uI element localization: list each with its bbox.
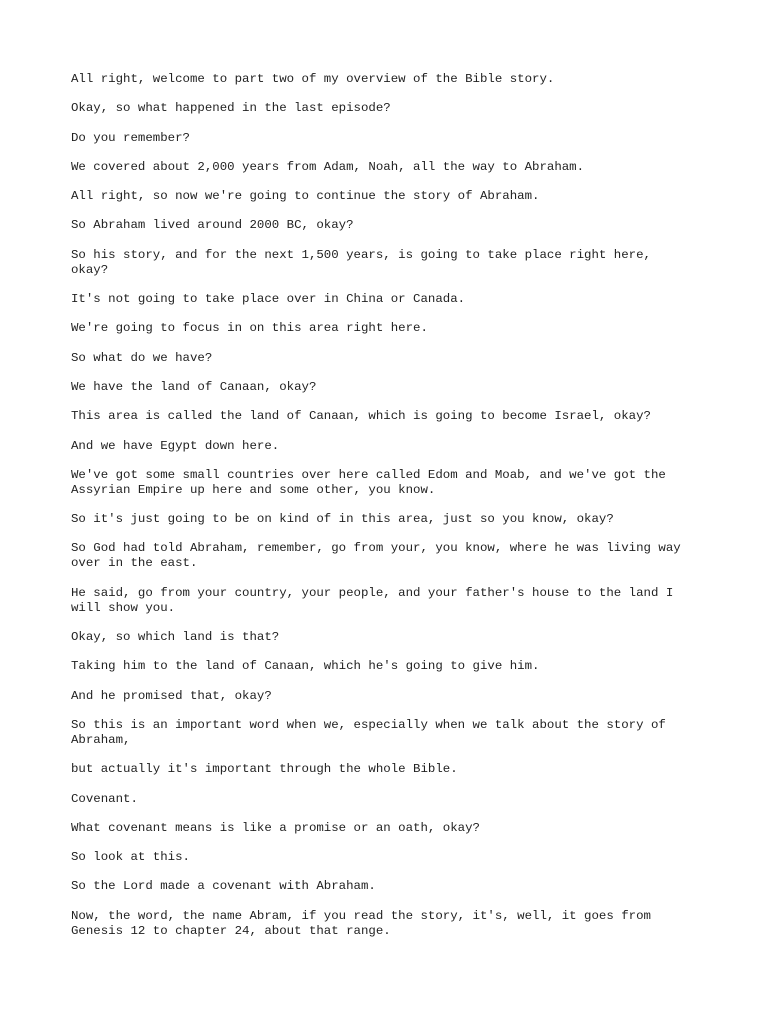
paragraph: We have the land of Canaan, okay? <box>71 379 317 394</box>
paragraph: So it's just going to be on kind of in this area, just so you know, okay? <box>71 512 614 527</box>
paragraph: Covenant. <box>71 791 138 806</box>
paragraph: We're going to focus in on this area right here. <box>71 321 428 336</box>
paragraph: So Abraham lived around 2000 BC, okay? <box>71 218 354 233</box>
paragraph: All right, so now we're going to continue the story of Abraham. <box>71 189 540 204</box>
paragraph: Okay, so what happened in the last episode? <box>71 101 391 116</box>
paragraph: So the Lord made a covenant with Abraham. <box>71 879 376 894</box>
paragraph: He said, go from your country, your people, and your father's house to the land I will show you. <box>71 585 674 615</box>
paragraph: So his story, and for the next 1,500 years, is going to take place right here, okay? <box>71 247 651 277</box>
paragraph: What covenant means is like a promise or an oath, okay? <box>71 820 480 835</box>
paragraph: And he promised that, okay? <box>71 688 272 703</box>
paragraph: So what do we have? <box>71 350 213 365</box>
paragraph: Taking him to the land of Canaan, which he's going to give him. <box>71 659 540 674</box>
paragraph: We've got some small countries over here called Edom and Moab, and we've got the Assyrian Empire up here and some other, you know. <box>71 467 666 497</box>
paragraph: Now, the word, the name Abram, if you read the story, it's, well, it goes from Genesis 12 to chapter 24, about that range. <box>71 908 651 938</box>
document-page <box>71 72 711 953</box>
paragraph: So look at this. <box>71 850 190 865</box>
paragraph: but actually it's important through the whole Bible. <box>71 762 458 777</box>
paragraph: We covered about 2,000 years from Adam, Noah, all the way to Abraham. <box>71 159 585 174</box>
paragraph: This area is called the land of Canaan, which is going to become Israel, okay? <box>71 409 651 424</box>
paragraph: So this is an important word when we, especially when we talk about the story of Abraham, <box>71 717 666 747</box>
paragraph: All right, welcome to part two of my overview of the Bible story. <box>71 72 555 86</box>
paragraph: So God had told Abraham, remember, go from your, you know, where he was living way over in the east. <box>71 541 681 571</box>
paragraph: And we have Egypt down here. <box>71 438 280 453</box>
paragraph: Okay, so which land is that? <box>71 630 280 645</box>
paragraph: Do you remember? <box>71 130 190 145</box>
paragraph: It's not going to take place over in China or Canada. <box>71 292 466 307</box>
